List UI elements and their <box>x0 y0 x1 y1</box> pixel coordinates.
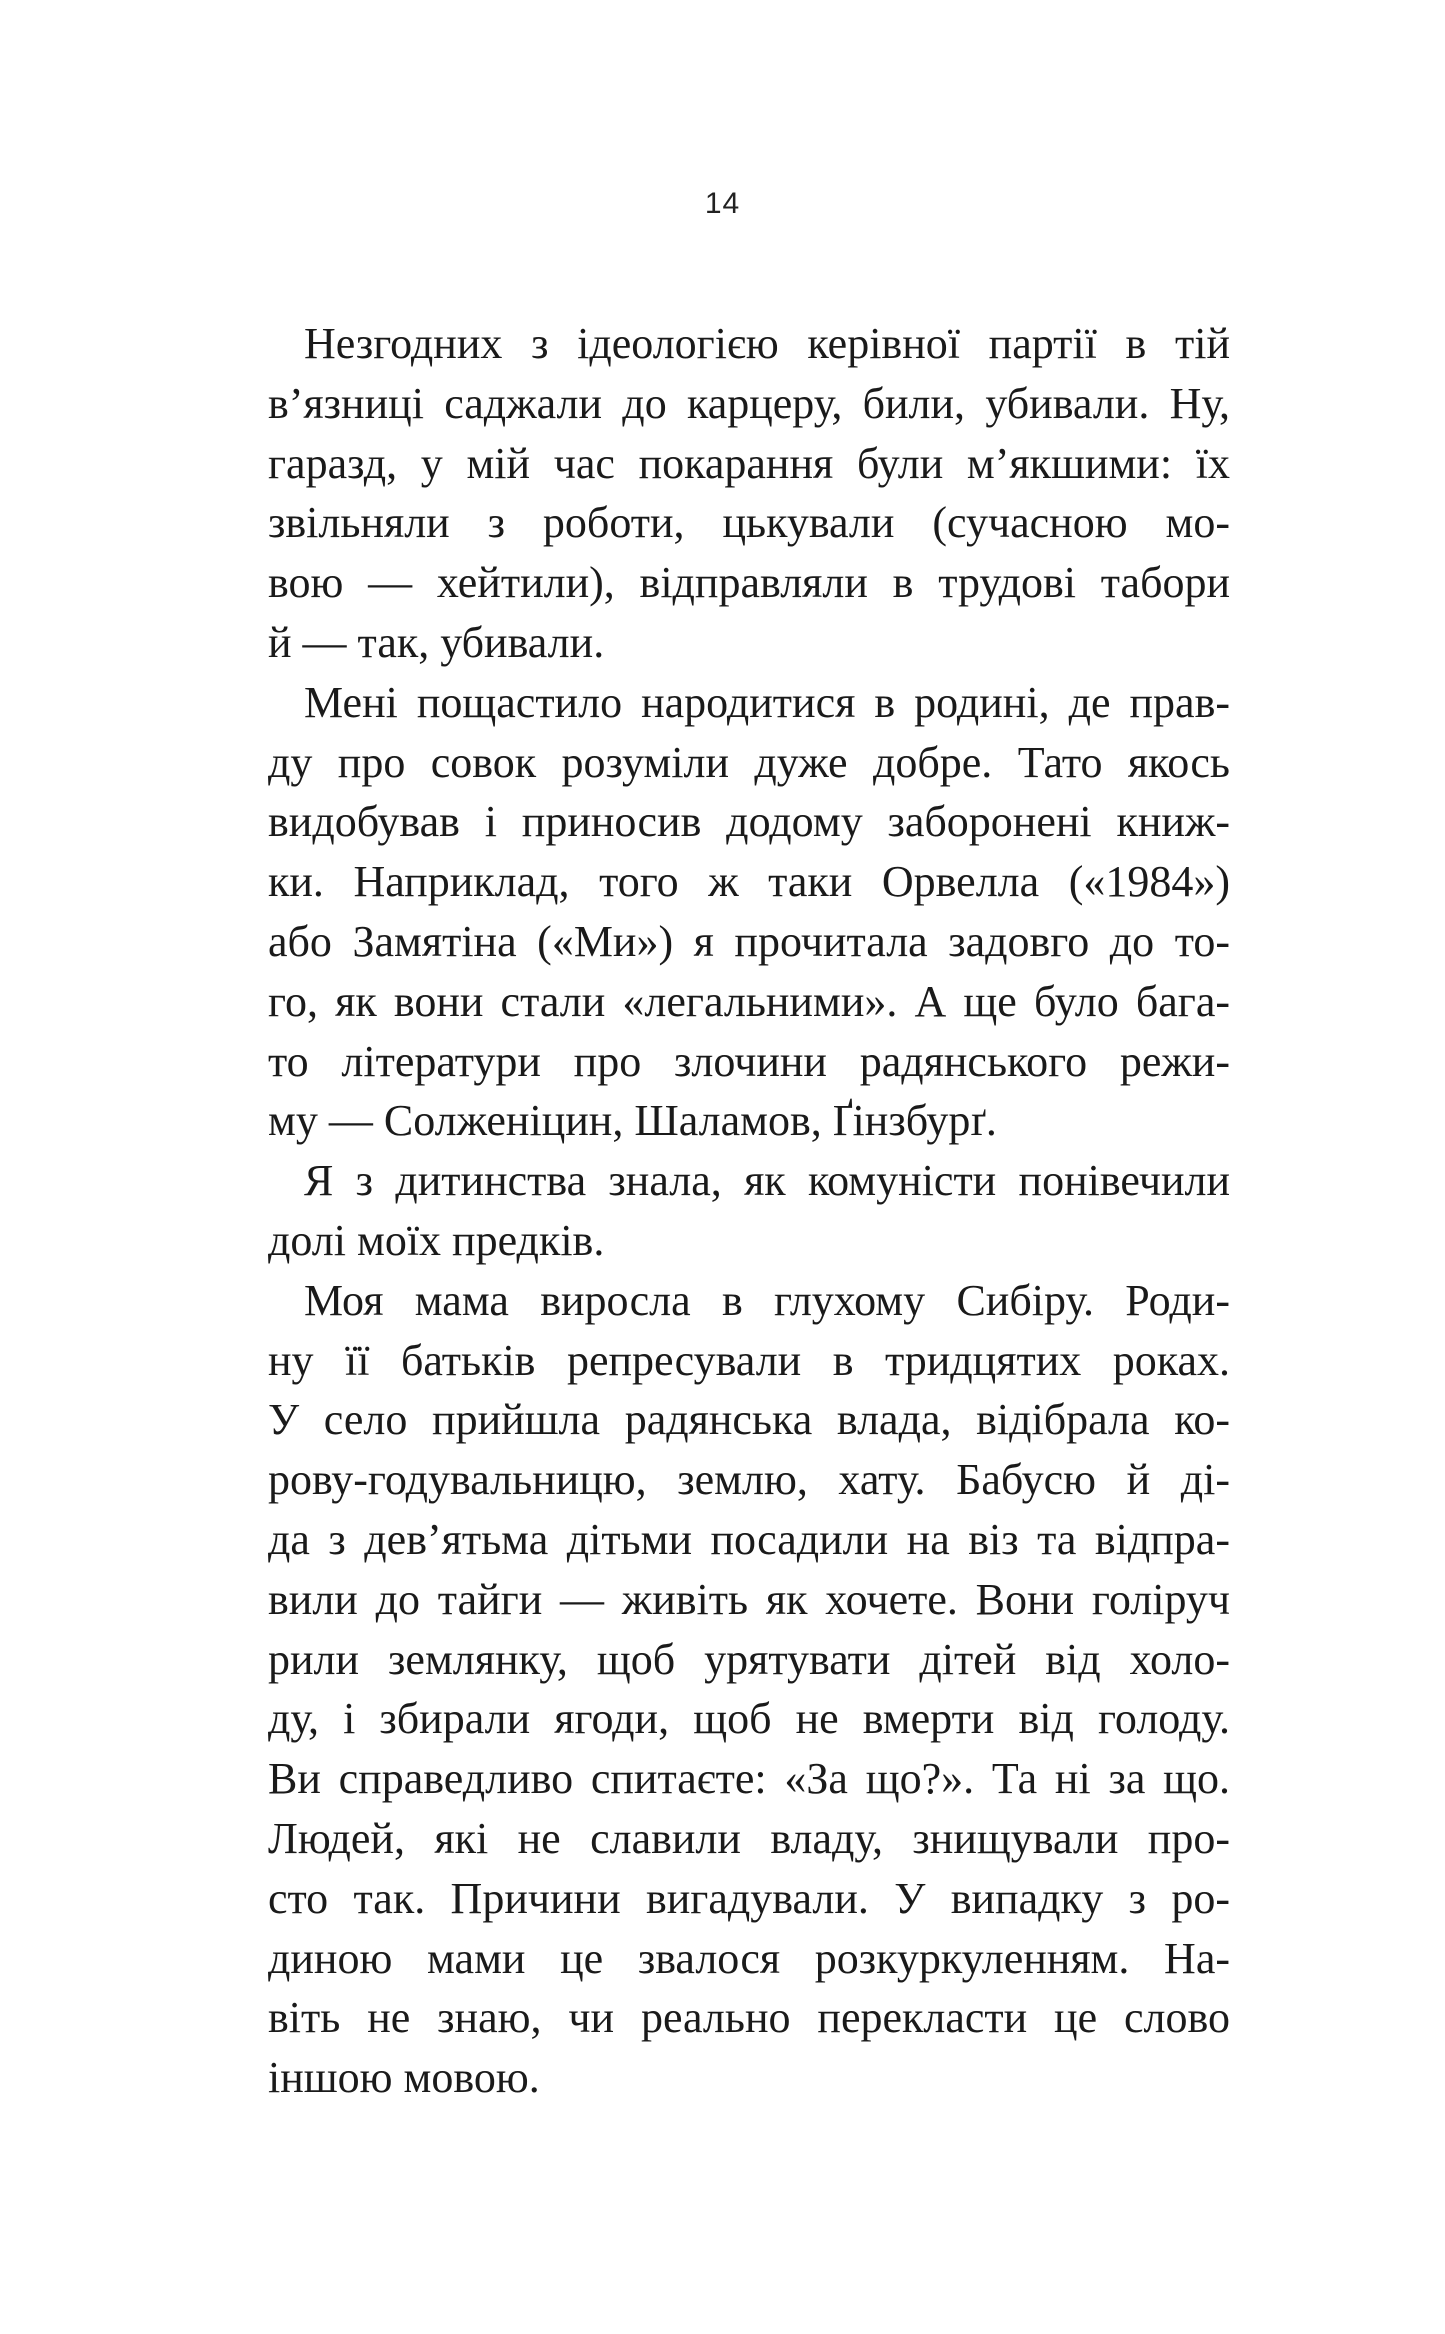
text-line: віть не знаю, чи реально перекласти це слово <box>268 1993 1230 2043</box>
text-line: гаразд, у мій час покарання були м’якшими: їх <box>268 438 1230 488</box>
text-line: да з дев’ятьма дітьми посадили на віз та відпра- <box>268 1514 1230 1564</box>
text-line: Ви справедливо спитаєте: «За що?». Та ні за що. <box>268 1754 1230 1804</box>
paragraph-3 <box>268 1151 1230 1271</box>
text-line: звільняли з роботи, цькували (сучасною мо- <box>268 498 1230 548</box>
text-line: долі моїх предків. <box>268 1215 605 1265</box>
body-text <box>268 314 1230 2108</box>
page-number: 14 <box>704 187 741 220</box>
text-line: диною мами це звалося розкуркуленням. На- <box>268 1933 1230 1983</box>
text-line: або Замятіна («Ми») я прочитала задовго до то- <box>268 916 1230 966</box>
text-line: сто так. Причини вигадували. У випадку з ро- <box>268 1873 1230 1923</box>
text-line: іншою мовою. <box>268 2053 540 2103</box>
paragraph-2 <box>268 673 1230 1151</box>
text-line: то літератури про злочини радянського режи- <box>268 1036 1230 1086</box>
text-line: го, як вони стали «легальними». А ще було бага- <box>268 976 1230 1026</box>
text-line: в’язниці саджали до карцеру, били, убивали. Ну, <box>268 378 1230 428</box>
text-line: ду, і збирали ягоди, щоб не вмерти від голоду. <box>268 1694 1230 1744</box>
text-line: Мені пощастило народитися в родині, де прав- <box>304 677 1230 727</box>
text-line: й — так, убивали. <box>268 617 605 667</box>
text-line: Людей, які не славили владу, знищували про- <box>268 1813 1230 1863</box>
text-line: У село прийшла радянська влада, відібрала ко- <box>268 1395 1230 1445</box>
text-line: му — Солженіцин, Шаламов, Ґінзбурґ. <box>268 1096 997 1146</box>
text-line: вили до тайги — живіть як хочете. Вони голіруч <box>268 1574 1230 1624</box>
text-line: рили землянку, щоб урятувати дітей від холо- <box>268 1634 1230 1684</box>
text-line: ки. Наприклад, того ж таки Орвелла («1984») <box>268 857 1230 907</box>
paragraph-1 <box>268 314 1230 673</box>
text-line: ду про совок розуміли дуже добре. Тато якось <box>268 737 1230 787</box>
text-line: Незгодних з ідеологією керівної партії в тій <box>304 319 1231 368</box>
text-line: Моя мама виросла в глухому Сибіру. Роди- <box>304 1275 1230 1325</box>
text-line: видобував і приносив додому заборонені книж- <box>268 797 1230 847</box>
text-line: рову-годувальницю, землю, хату. Бабусю й ді- <box>268 1455 1230 1505</box>
paragraph-4 <box>268 1271 1230 2108</box>
text-line: вою — хейтили), відправляли в трудові табори <box>268 558 1230 608</box>
text-line: Я з дитинства знала, як комуністи понівечили <box>304 1156 1230 1206</box>
text-line: ну її батьків репресували в тридцятих роках. <box>268 1335 1230 1385</box>
